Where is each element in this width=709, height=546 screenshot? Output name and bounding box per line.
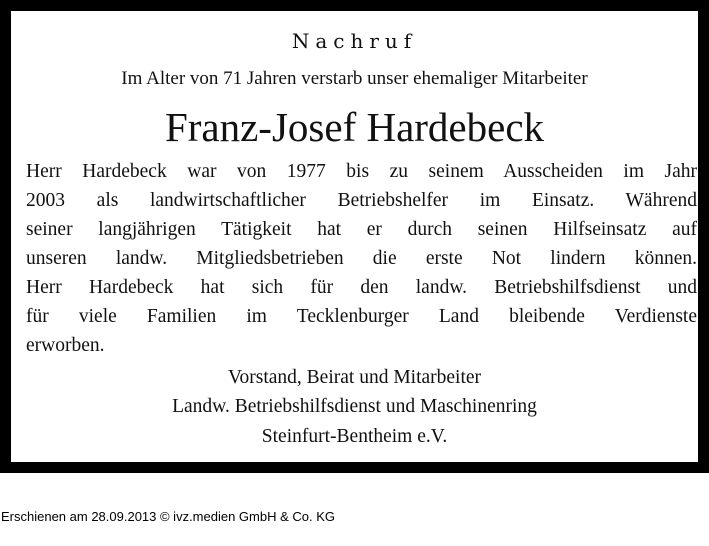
notice-heading: Nachruf (291, 29, 418, 53)
notice-body (26, 157, 697, 360)
body-line: erworben. (26, 335, 105, 356)
signature-line-3: Steinfurt-Bentheim e.V. (261, 426, 448, 447)
publication-footer: Erschienen am 28.09.2013 © ivz.medien GmbH & Co. KG (1, 509, 336, 524)
body-line: seiner langjährigen Tätigkeit hat er durch seinen Hilfseinsatz auf (26, 219, 697, 240)
body-line: 2003 als landwirtschaftlicher Betriebshelfer im Einsatz. Während (26, 190, 697, 211)
signature-line-2: Landw. Betriebshilfsdienst und Maschinenring (172, 396, 537, 417)
body-line: Herr Hardebeck war von 1977 bis zu seinem Ausscheiden im Jahr (26, 161, 697, 182)
deceased-name: Franz-Josef Hardebeck (164, 104, 545, 150)
body-line: unseren landw. Mitgliedsbetrieben die erste Not lindern können. (26, 248, 697, 269)
signature-line-1: Vorstand, Beirat und Mitarbeiter (227, 367, 482, 388)
body-line: für viele Familien im Tecklenburger Land bleibende Verdienste (26, 306, 697, 327)
notice-intro: Im Alter von 71 Jahren verstarb unser ehemaliger Mitarbeiter (121, 68, 588, 89)
body-line: Herr Hardebeck hat sich für den landw. Betriebshilfsdienst und (26, 277, 697, 298)
